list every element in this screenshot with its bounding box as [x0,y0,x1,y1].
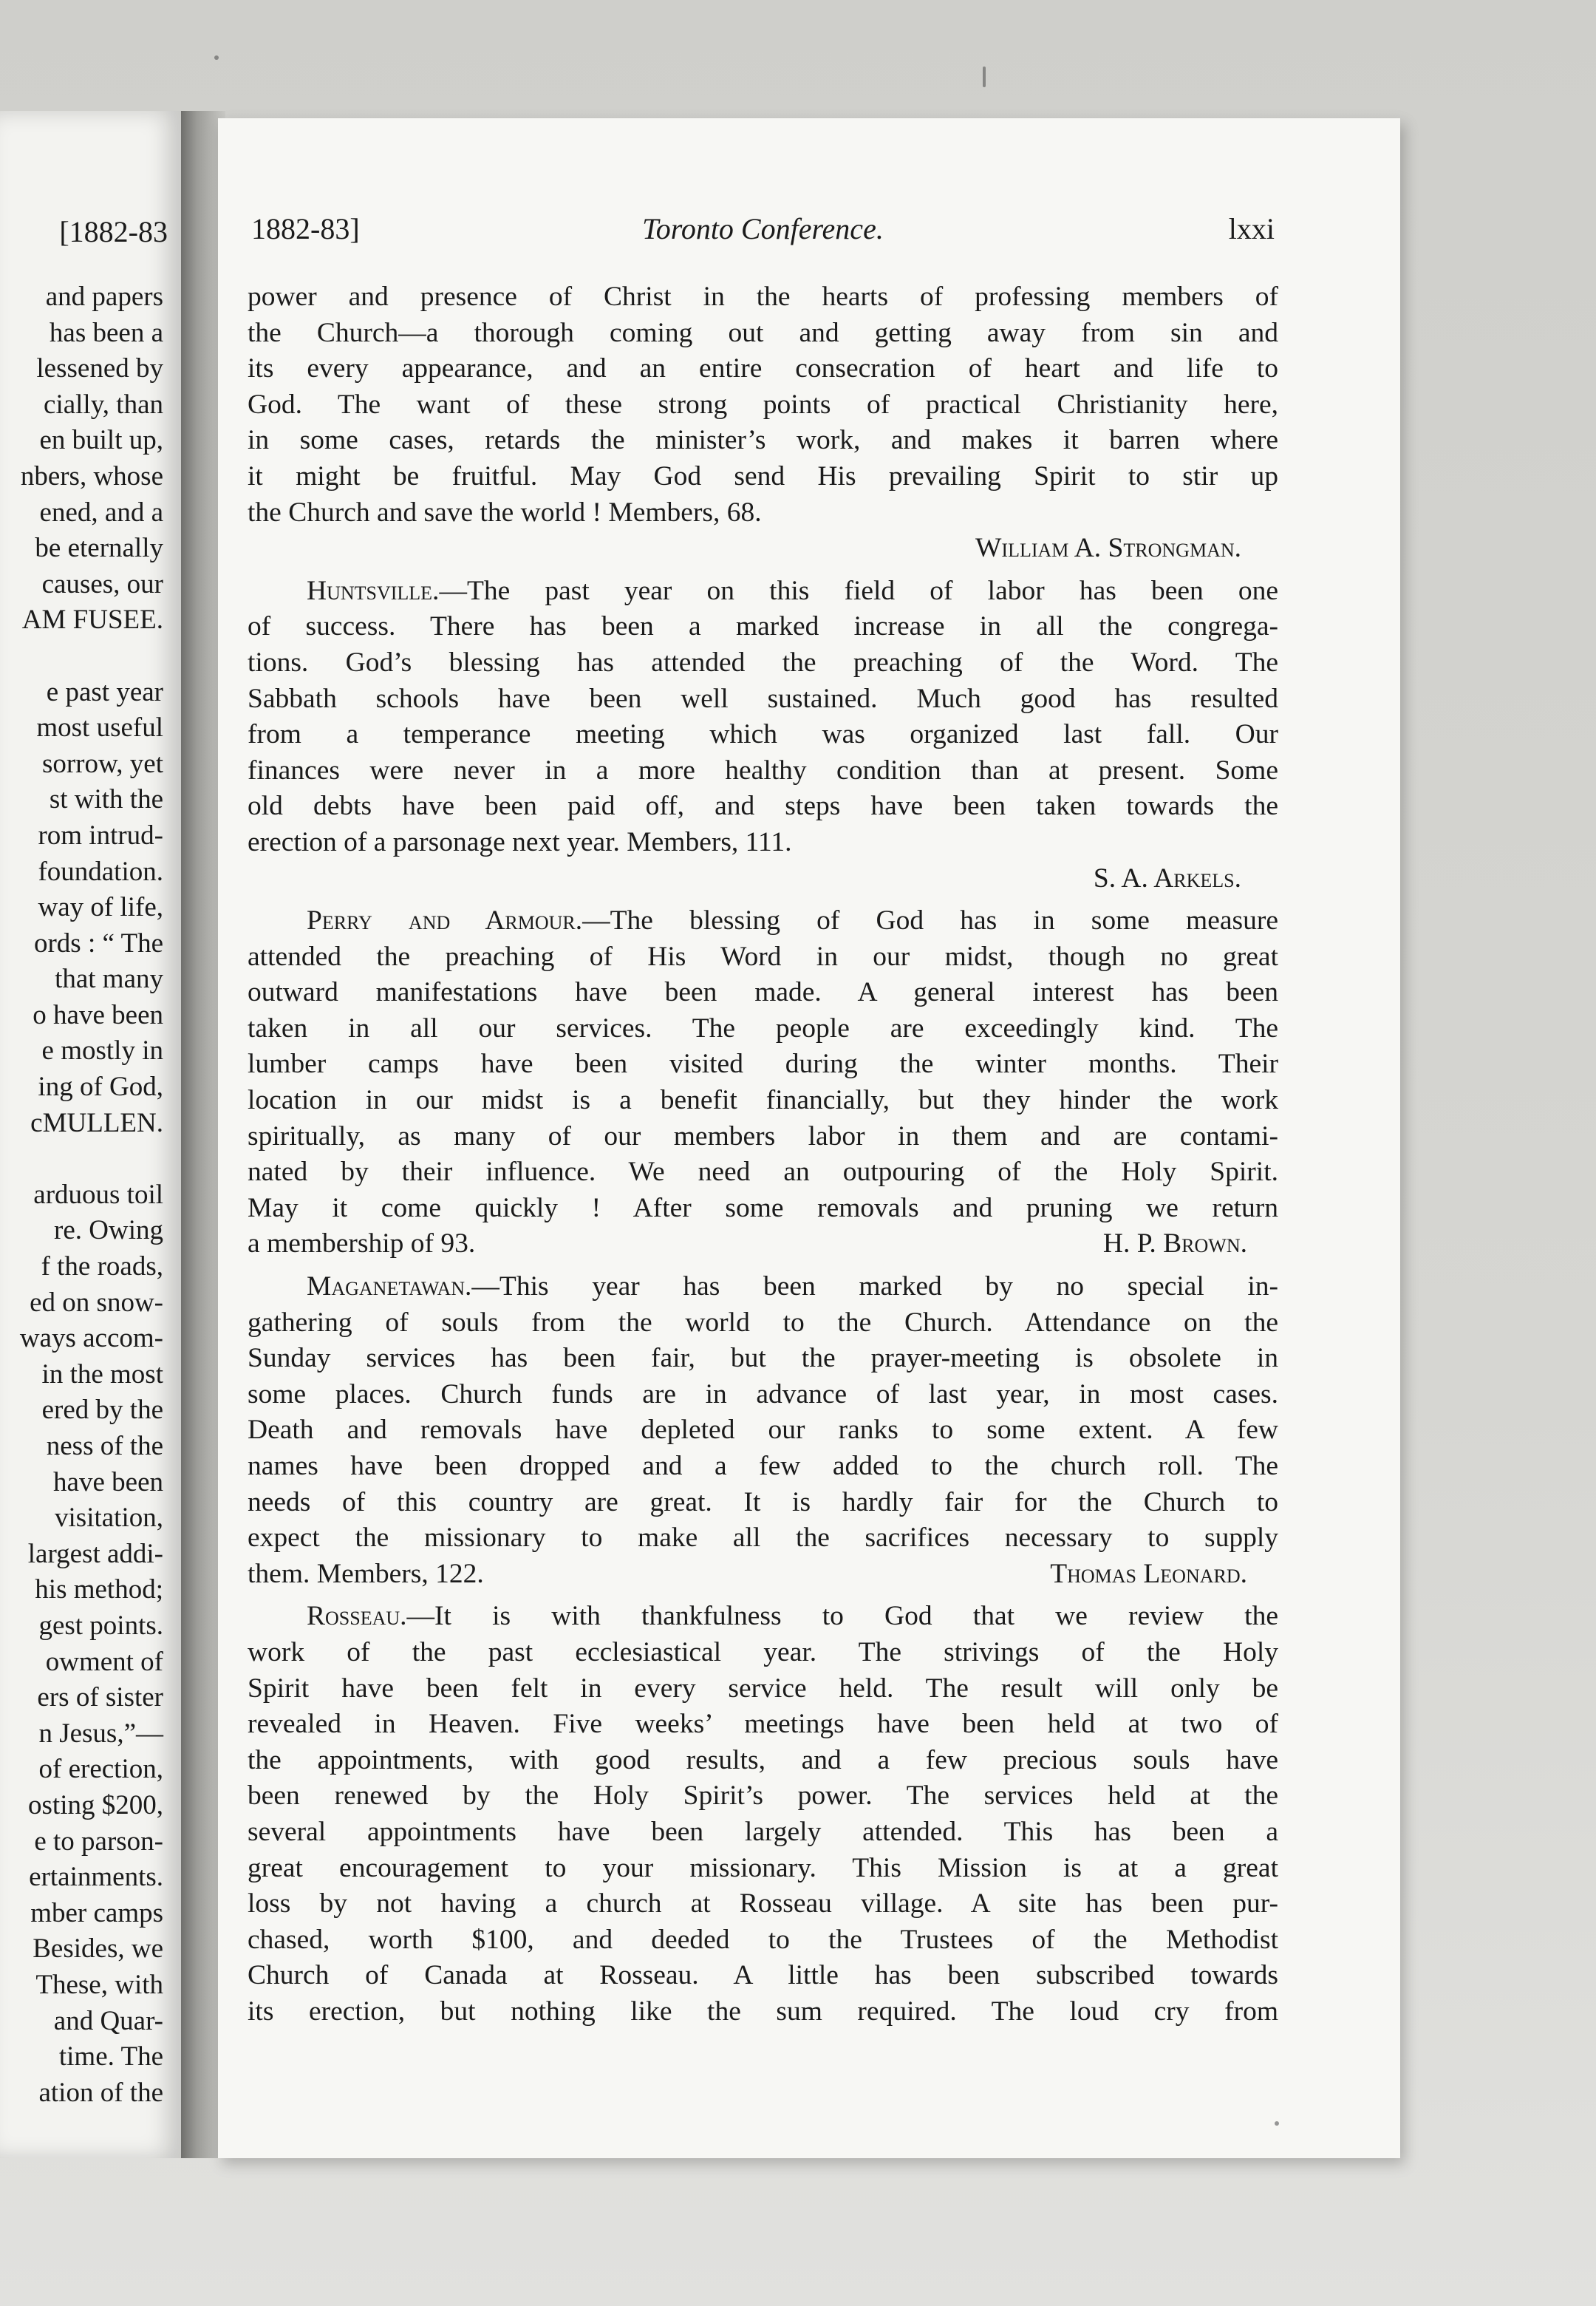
text-line: its erection, but nothing like the sum required. The loud cry from [248,1996,1278,2027]
text-line: the appointments, with good results, and a few precious souls have [248,1744,1278,1775]
left-page-line: visitation, [55,1503,163,1534]
left-page-line: ertainments. [29,1862,163,1893]
header-title: Toronto Conference. [642,212,884,245]
text-line: in some cases, retards the minister’s work, and makes it barren where [248,425,1278,456]
text-line: lumber camps have been visited during the winter months. Their [248,1049,1278,1080]
text-line: May it come quickly ! After some removals and pruning we return [248,1192,1278,1223]
text-line: taken in all our services. The people are exceedingly kind. The [248,1013,1278,1044]
signature: S. A. Arkels. [1093,863,1241,894]
text-line: work of the past ecclesiastical year. The strivings of the Holy [248,1636,1278,1667]
scan-speck [214,55,219,60]
text-line: tions. God’s blessing has attended the preaching of the Word. The [248,647,1278,678]
section-heading: Rosseau. [307,1601,407,1632]
text-line: from a temperance meeting which was organized last fall. Our [248,719,1278,750]
paragraph-continuation [248,279,1278,567]
left-page-line: that many [55,964,163,995]
text-line: them. Members, 122. Thomas Leonard. [248,1557,1278,1593]
scan-speck [1275,2121,1279,2126]
left-page-line: and Quar- [53,2005,163,2036]
text-line: of success. There has been a marked increase in all the congrega- [248,611,1278,642]
text-line: Huntsville.—The past year on this field of labor has been one [307,575,1278,606]
left-page-line: sorrow, yet [41,748,163,779]
signature: William A. Strongman. [975,533,1241,564]
text-line: outward manifestations have been made. A general interest has been [248,977,1278,1008]
left-page-line: AM FUSEE. [21,605,163,636]
signature: Thomas Leonard. [1050,1558,1247,1589]
left-page-lines [20,279,163,2111]
left-page-line: Besides, we [33,1933,163,1965]
text-line: erection of a parsonage next year. Members, 111. [248,826,792,857]
text-line: gathering of souls from the world to the Church. Attendance on the [248,1307,1278,1338]
text-line: great encouragement to your missionary. This Mission is at a great [248,1852,1278,1883]
left-page-line: gest points. [38,1610,163,1641]
text-line: location in our midst is a benefit financially, but they hinder the work [248,1085,1278,1116]
text-line: been renewed by the Holy Spirit’s power. The services held at the [248,1780,1278,1812]
left-page-line: be eternally [35,533,163,564]
text-line: some places. Church funds are in advance of last year, in most cases. [248,1378,1278,1409]
text-line: power and presence of Christ in the hearts of professing members of [248,282,1278,312]
left-page-line: ers of sister [37,1682,163,1713]
section-heading: Maganetawan. [307,1271,472,1302]
left-page-line: nbers, whose [20,460,163,492]
left-page-line: of erection, [38,1754,163,1785]
left-page-line: most useful [36,712,163,744]
text-line: its every appearance, and an entire consecration of heart and life to [248,353,1278,384]
text-line: Sunday services has been fair, but the prayer-meeting is obsolete in [248,1343,1278,1374]
left-page-line: ways accom- [19,1323,163,1354]
text-line: expect the missionary to make all the sacrifices necessary to supply [248,1523,1278,1554]
left-page-line: e past year [46,676,163,707]
page-number: lxxi [1228,212,1275,245]
text-line: needs of this country are great. It is hardly fair for the Church to [248,1486,1278,1517]
paragraph-maganetawan [248,1269,1278,1592]
text-line: Perry and Armour.—The blessing of God has in some measure [307,905,1278,936]
left-page-line: largest addi- [27,1538,163,1569]
text-line: spiritually, as many of our members labor in them and are contami- [248,1120,1278,1152]
section-heading: Perry and Armour. [307,905,583,936]
text-line: old debts have been paid off, and steps have been taken towards the [248,791,1278,822]
left-page-line: e to parson- [34,1826,163,1857]
left-page-line: arduous toil [33,1179,163,1210]
header-years: 1882-83] [251,212,360,245]
running-head [251,211,1275,256]
left-page-line: time. The [58,2041,163,2072]
left-page-line: has been a [49,317,163,348]
left-page-line: have been [53,1466,163,1497]
left-page-line [20,1141,163,1177]
text-line: God. The want of these strong points of practical Christianity here, [248,389,1278,420]
text-line: chased, worth $100, and deeded to the Trustees of the Methodist [248,1924,1278,1955]
left-page-line: osting $200, [28,1789,163,1820]
left-page-line: ords : “ The [33,928,163,959]
left-page-line: cially, than [44,389,163,420]
left-page-line: and papers [45,282,163,312]
left-page-line: ened, and a [39,497,163,528]
left-page-line: owment of [45,1646,163,1677]
left-page-line: foundation. [38,856,163,887]
left-page-line: way of life, [38,892,163,923]
left-page-fragment [0,111,181,2158]
left-page-line: lessened by [36,353,163,384]
text-line: Spirit have been felt in every service held. The result will only be [248,1673,1278,1704]
text-line: the Church—a thorough coming out and getting away from sin and [248,317,1278,348]
text-line: attended the preaching of His Word in our midst, though no great [248,941,1278,972]
left-page-line: ness of the [46,1431,163,1461]
left-page-line: o have been [33,999,163,1030]
text-line: Maganetawan.—This year has been marked by no special in- [307,1271,1278,1302]
text-line: Death and removals have depleted our ranks to some extent. A few [248,1415,1278,1446]
left-page-line: re. Owing [54,1215,163,1246]
left-page-line: ation of the [38,2077,163,2108]
left-page-line: ing of God, [38,1072,163,1103]
text-line: Sabbath schools have been well sustained. Much good has resulted [248,683,1278,714]
text-line: the Church and save the world ! Members, 68. [248,497,762,528]
left-page-line: n Jesus,”— [38,1718,163,1749]
text-line: it might be fruitful. May God send His prevailing Spirit to stir up [248,460,1278,492]
left-page-line: rom intrud- [38,820,163,851]
left-page-line: mber camps [30,1897,163,1928]
left-page-line: ered by the [41,1395,163,1426]
left-page-line: st with the [49,784,163,815]
text-line: nated by their influence. We need an outpouring of the Holy Spirit. [248,1157,1278,1188]
text-line: revealed in Heaven. Five weeks’ meetings have been held at two of [248,1709,1278,1740]
section-heading: Huntsville. [307,575,440,606]
text-line: Church of Canada at Rosseau. A little has been subscribed towards [248,1960,1278,1991]
left-page-line: his method; [35,1574,163,1605]
left-page-line: f the roads, [41,1251,163,1282]
paragraph-huntsville [248,574,1278,897]
left-page-line: en built up, [39,425,163,456]
left-page-line: e mostly in [41,1035,163,1067]
text-line: a membership of 93. H. P. Brown. [248,1226,1278,1262]
left-page-line [20,639,163,675]
page-body [248,279,1278,2030]
paragraph-perry-and-armour [248,903,1278,1262]
text-line: finances were never in a more healthy condition than at present. Some [248,755,1278,786]
left-page-line: ed on snow- [30,1287,163,1318]
left-page-line: in the most [41,1358,163,1390]
left-page-line: cMULLEN. [30,1107,163,1138]
left-page-header: [1882-83 [59,215,168,248]
text-line: loss by not having a church at Rosseau village. A site has been pur- [248,1888,1278,1919]
left-page-line: These, with [35,1969,163,2000]
signature: H. P. Brown. [1102,1228,1247,1259]
book-page [218,118,1400,2158]
text-line: several appointments have been largely attended. This has been a [248,1816,1278,1847]
text-line: names have been dropped and a few added to the church roll. The [248,1451,1278,1481]
text-line: Rosseau.—It is with thankfulness to God that we review the [307,1601,1278,1632]
paragraph-rosseau [248,1599,1278,2030]
scan-speck [983,67,986,87]
left-page-line: causes, our [41,568,163,599]
